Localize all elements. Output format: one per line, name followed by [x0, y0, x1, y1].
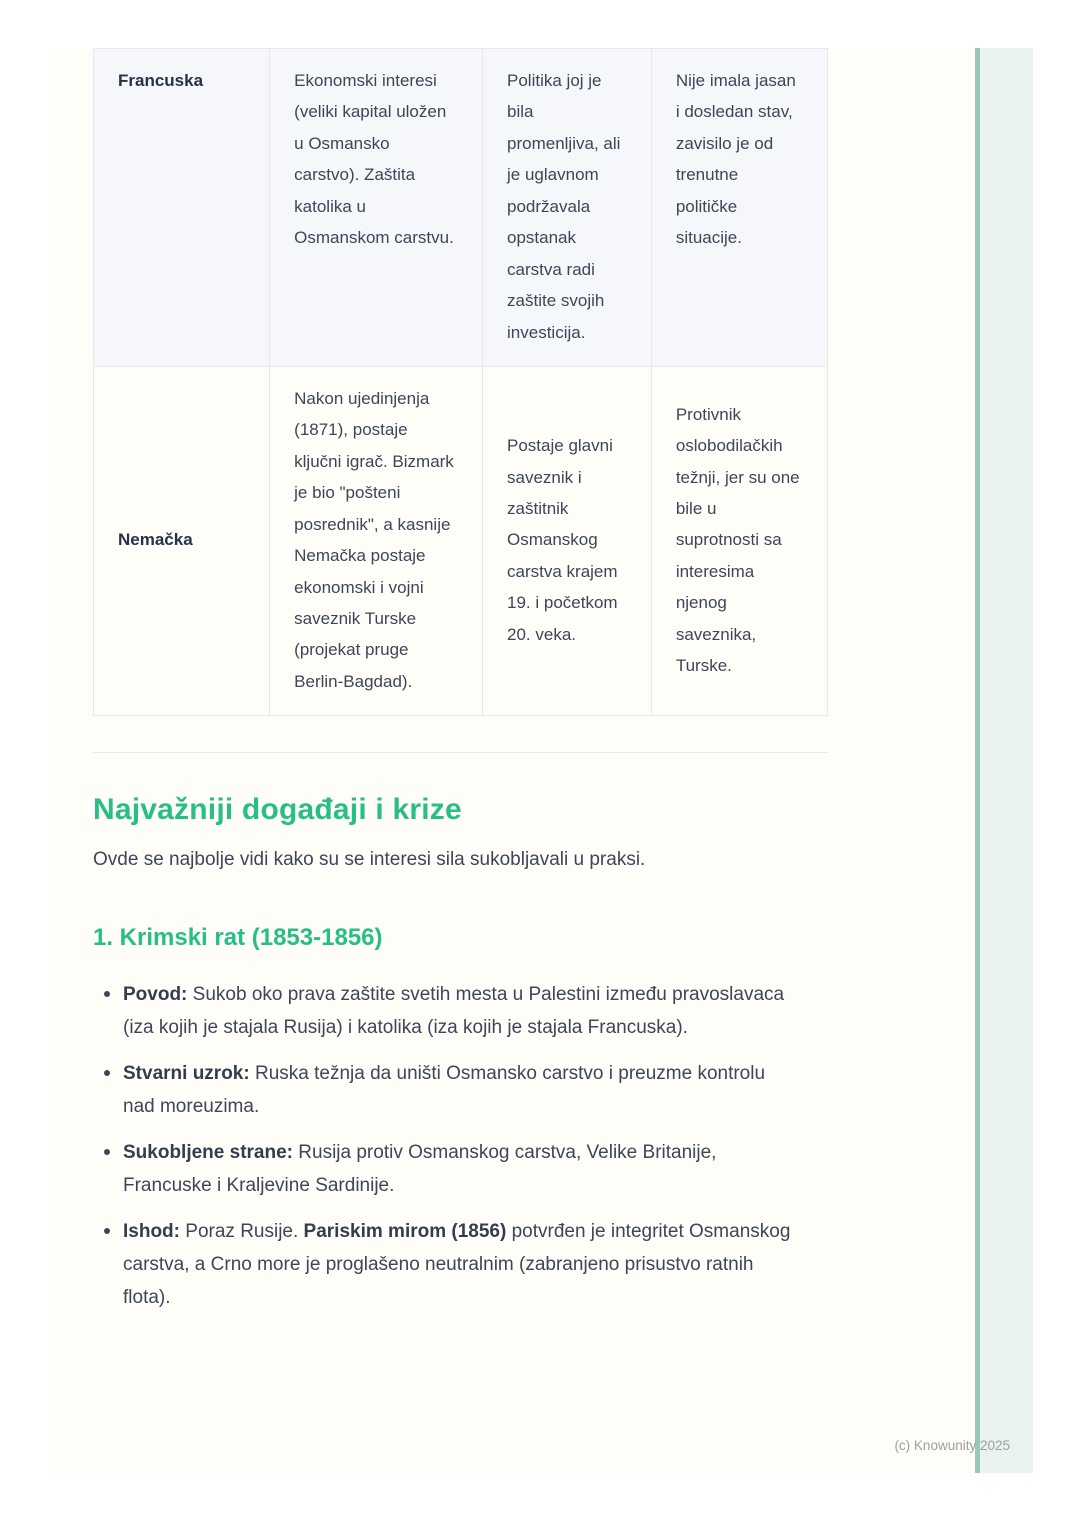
table-row — [94, 366, 828, 715]
bullet-text: Rusija protiv Osmanskog carstva, Velike Britanije, Francuske i Kraljevine Sardinije. — [123, 1141, 717, 1196]
table-cell: Politika joj je bila promenljiva, ali je uglavnom podržavala opstanak carstva radi zaštite svojih investicija. — [483, 49, 652, 367]
bullet-item — [123, 1057, 798, 1123]
bullet-label: Ishod: — [123, 1220, 180, 1242]
bullet-text: potvrđen je integritet Osmanskog carstva, a Crno more je proglašeno neutralnim (zabranjeno prisustvo ratnih flota). — [123, 1220, 791, 1309]
section-divider — [93, 752, 828, 753]
bullet-item — [123, 978, 798, 1044]
table-cell: Protivnik oslobodilačkih težnji, jer su one bile u suprotnosti sa interesima njenog saveznika, Turske. — [651, 366, 827, 715]
table-cell: Postaje glavni saveznik i zaštitnik Osmanskog carstva krajem 19. i početkom 20. veka. — [483, 366, 652, 715]
bullet-label: Povod: — [123, 983, 188, 1005]
bullet-item — [123, 1215, 798, 1314]
bullet-text: Ruska težnja da uništi Osmansko carstvo i preuzme kontrolu nad moreuzima. — [123, 1062, 766, 1117]
subsection-heading-crimean-war: 1. Krimski rat (1853-1856) — [93, 923, 383, 951]
table-row — [94, 49, 828, 367]
page-content — [48, 48, 975, 1314]
copyright-notice: (c) Knowunity 2025 — [894, 1438, 1010, 1453]
bullet-text: Sukob oko prava zaštite svetih mesta u Palestini između pravoslavaca (iza kojih je stajala Rusija) i katolika (iza kojih je stajala Francuska). — [123, 983, 785, 1038]
powers-comparison-table — [93, 48, 828, 716]
table-cell: Nije imala jasan i dosledan stav, zavisilo je od trenutne političke situacije. — [651, 49, 827, 367]
bullet-text: Poraz Rusije. — [180, 1220, 304, 1242]
table-cell: Ekonomski interesi (veliki kapital uložen u Osmansko carstvo). Zaštita katolika u Osmanskom carstvu. — [270, 49, 483, 367]
country-cell — [94, 49, 270, 367]
table-cell: Nakon ujedinjenja (1871), postaje ključni igrač. Bizmark je bio "pošteni posrednik", a kasnije Nemačka postaje ekonomski i vojni saveznik Turske (projekat pruge Berlin-Bagdad). — [270, 366, 483, 715]
country-name: Francuska — [118, 71, 204, 90]
section-heading: Najvažniji događaji i krize — [93, 793, 462, 827]
bullet-item — [123, 1136, 798, 1202]
powers-table-body — [94, 49, 828, 716]
bullet-label: Pariskim mirom (1856) — [303, 1220, 507, 1242]
country-cell — [94, 366, 270, 715]
country-name: Nemačka — [118, 530, 193, 550]
document-page — [48, 48, 975, 1473]
bullet-label: Sukobljene strane: — [123, 1141, 293, 1163]
crimean-war-bullet-list — [93, 978, 798, 1314]
section-intro: Ovde se najbolje vidi kako su se interesi sila sukobljavali u praksi. — [93, 849, 646, 871]
next-page-preview — [975, 48, 1033, 1473]
bullet-label: Stvarni uzrok: — [123, 1062, 250, 1084]
